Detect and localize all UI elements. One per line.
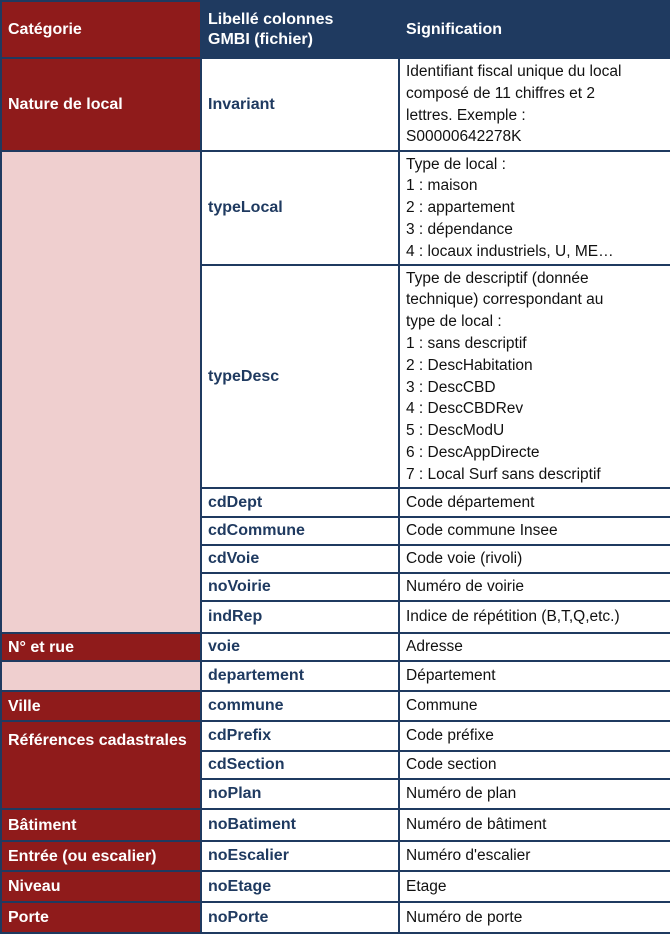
column-name: cdSection [201, 751, 399, 779]
meaning-line: 1 : maison [406, 177, 478, 195]
meaning-line: technique) correspondant au [406, 291, 604, 309]
column-name: cdVoie [201, 545, 399, 573]
meaning-line: Identifiant fiscal unique du local [406, 62, 622, 80]
meaning-line: 2 : appartement [406, 199, 515, 217]
column-name: typeLocal [201, 151, 399, 265]
meaning-line: Type de local : [406, 155, 506, 173]
header-column-line1: Libellé colonnes [208, 10, 334, 28]
column-name: typeDesc [201, 265, 399, 488]
category-entree-ou-escalier: Entrée (ou escalier) [1, 841, 201, 871]
table-row [1, 691, 670, 721]
column-name: noVoirie [201, 573, 399, 601]
column-name: departement [201, 661, 399, 691]
category-nature-de-local-continued [1, 151, 201, 633]
column-name: noPlan [201, 779, 399, 809]
meaning-cell: Numéro d'escalier [399, 841, 670, 871]
meaning-cell: Code commune Insee [399, 517, 670, 545]
table-row [1, 633, 670, 661]
column-name: cdCommune [201, 517, 399, 545]
table-row [1, 721, 670, 751]
category-no-et-rue: N° et rue [1, 633, 201, 661]
table-row [1, 58, 670, 151]
table-row [1, 661, 670, 691]
column-name: Invariant [201, 58, 399, 151]
meaning-cell: Code voie (rivoli) [399, 545, 670, 573]
column-name: cdPrefix [201, 721, 399, 751]
meaning-line: 4 : DescCBDRev [406, 400, 524, 418]
meaning-line: S00000642278K [406, 128, 522, 146]
meaning-line: composé de 11 chiffres et 2 [406, 84, 595, 102]
table-row [1, 841, 670, 871]
meaning-cell [399, 265, 670, 488]
meaning-cell: Code préfixe [399, 721, 670, 751]
meaning-line: 4 : locaux industriels, U, ME… [406, 242, 614, 260]
category-no-et-rue-continued [1, 661, 201, 691]
meaning-cell: Indice de répétition (B,T,Q,etc.) [399, 601, 670, 633]
column-name: noBatiment [201, 809, 399, 841]
table-row [1, 809, 670, 841]
table-header-row [1, 1, 670, 58]
meaning-cell: Adresse [399, 633, 670, 661]
meaning-line: 2 : DescHabitation [406, 356, 533, 374]
meaning-line: Type de descriptif (donnée [406, 269, 589, 287]
header-column-label [201, 1, 399, 58]
category-references-cadastrales: Références cadastrales [1, 721, 201, 809]
column-name: noEtage [201, 871, 399, 902]
meaning-cell: Numéro de porte [399, 902, 670, 933]
meaning-cell: Numéro de bâtiment [399, 809, 670, 841]
meaning-cell: Code section [399, 751, 670, 779]
meaning-line: 3 : dépendance [406, 220, 513, 238]
table-row [1, 902, 670, 933]
meaning-cell: Numéro de voirie [399, 573, 670, 601]
category-batiment: Bâtiment [1, 809, 201, 841]
meaning-cell: Code département [399, 488, 670, 517]
meaning-line: 7 : Local Surf sans descriptif [406, 465, 601, 483]
meaning-line: type de local : [406, 313, 502, 331]
table-row [1, 151, 670, 265]
column-name: voie [201, 633, 399, 661]
column-name: indRep [201, 601, 399, 633]
meaning-cell: Numéro de plan [399, 779, 670, 809]
header-category: Catégorie [1, 1, 201, 58]
meaning-line: 6 : DescAppDirecte [406, 443, 540, 461]
meaning-cell: Département [399, 661, 670, 691]
column-name: noEscalier [201, 841, 399, 871]
meaning-cell: Commune [399, 691, 670, 721]
category-porte: Porte [1, 902, 201, 933]
category-ville: Ville [1, 691, 201, 721]
meaning-line: 5 : DescModU [406, 422, 505, 440]
meaning-cell [399, 58, 670, 151]
header-column-line2: GMBI (fichier) [208, 30, 313, 48]
column-name: cdDept [201, 488, 399, 517]
meaning-line: 3 : DescCBD [406, 378, 496, 396]
meaning-cell: Etage [399, 871, 670, 902]
table-row [1, 871, 670, 902]
category-niveau: Niveau [1, 871, 201, 902]
column-name: noPorte [201, 902, 399, 933]
meaning-line: lettres. Exemple : [406, 106, 526, 124]
meaning-line: 1 : sans descriptif [406, 334, 527, 352]
meaning-cell [399, 151, 670, 265]
header-meaning: Signification [399, 1, 670, 58]
column-name: commune [201, 691, 399, 721]
category-nature-de-local: Nature de local [1, 58, 201, 151]
